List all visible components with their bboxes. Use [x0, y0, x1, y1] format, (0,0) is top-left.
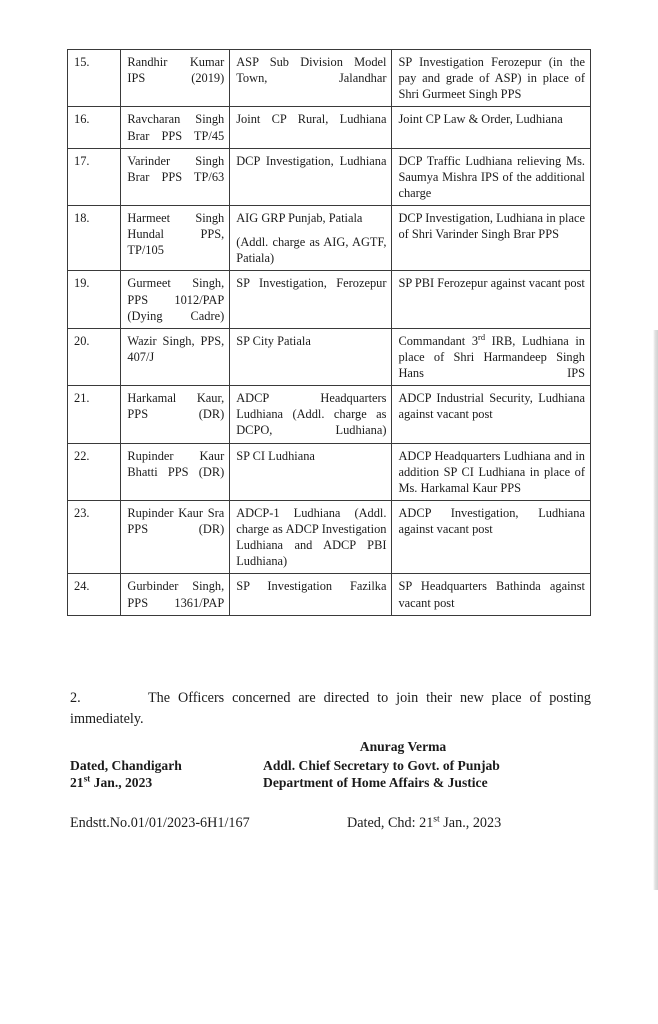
paragraph-number: 2.: [70, 690, 81, 706]
paragraph-spacer: [236, 226, 386, 234]
cell-new-posting: ADCP Headquarters Ludhiana and in addition SP CI Ludhiana in place of Ms. Harkamal Kaur PPS: [392, 443, 591, 500]
cell-officer-name: Varinder Singh Brar PPS TP/63: [121, 148, 230, 205]
cell-serial: 21.: [68, 386, 121, 443]
designation-line-1: Addl. Chief Secretary to Govt. of Punjab: [263, 757, 500, 773]
table-row: [68, 500, 591, 574]
ordinal-suffix: rd: [478, 331, 486, 342]
cell-new-posting: SP PBI Ferozepur against vacant post: [392, 271, 591, 328]
signatory-name: Anurag Verma: [359, 739, 447, 754]
signature-rows: [70, 757, 591, 792]
designation-line-2: Department of Home Affairs & Justice: [263, 775, 488, 791]
cell-present-posting: Joint CP Rural, Ludhiana: [230, 107, 392, 148]
cell-officer-name: Randhir Kumar IPS (2019): [121, 50, 230, 107]
table-row: [68, 271, 591, 328]
endorsement-date: [347, 814, 591, 834]
cell-new-posting: [392, 328, 591, 385]
cell-serial: 23.: [68, 500, 121, 574]
endorsement-date-rest: Jan., 2023: [439, 815, 502, 831]
ordinal-suffix: st: [433, 813, 440, 825]
cell-officer-name: Harkamal Kaur, PPS (DR): [121, 386, 230, 443]
cell-new-posting: DCP Traffic Ludhiana relieving Ms. Saumya Mishra IPS of the additional charge: [392, 148, 591, 205]
cell-present-posting: DCP Investigation, Ludhiana: [230, 148, 392, 205]
new-posting-rest: IRB, Ludhiana in place of Shri Harmandeep Singh Hans IPS: [398, 333, 585, 380]
endorsement-date-prefix: Dated, Chd: 21: [347, 815, 434, 831]
cell-officer-name: Gurmeet Singh, PPS 1012/PAP (Dying Cadre): [121, 271, 230, 328]
present-posting-main: AIG GRP Punjab, Patiala: [236, 211, 363, 225]
cell-new-posting: DCP Investigation, Ludhiana in place of Shri Varinder Singh Brar PPS: [392, 206, 591, 271]
cell-new-posting: SP Headquarters Bathinda against vacant post: [392, 574, 591, 615]
table-row: [68, 107, 591, 148]
cell-present-posting: ADCP Headquarters Ludhiana (Addl. charge as DCPO, Ludhiana): [230, 386, 392, 443]
cell-serial: 15.: [68, 50, 121, 107]
table-row: [68, 50, 591, 107]
table-row: [68, 574, 591, 615]
table-row: [68, 386, 591, 443]
cell-present-posting: ADCP-1 Ludhiana (Addl. charge as ADCP Investigation Ludhiana and ADCP PBI Ludhiana): [230, 500, 392, 574]
paragraph-2: [70, 688, 591, 729]
cell-serial: 24.: [68, 574, 121, 615]
cell-present-posting: SP CI Ludhiana: [230, 443, 392, 500]
dateline-rest: Jan., 2023: [90, 775, 153, 791]
table-row: [68, 206, 591, 271]
cell-present-posting: SP Investigation, Ferozepur: [230, 271, 392, 328]
cell-officer-name: Rupinder Kaur Bhatti PPS (DR): [121, 443, 230, 500]
ordinal-suffix: st: [83, 773, 91, 784]
cell-officer-name: Wazir Singh, PPS, 407/J: [121, 328, 230, 385]
cell-present-posting: SP Investigation Fazilka: [230, 574, 392, 615]
scan-edge-artifact: [653, 330, 658, 890]
cell-present-posting: SP City Patiala: [230, 328, 392, 385]
cell-new-posting: SP Investigation Ferozepur (in the pay and grade of ASP) in place of Shri Gurmeet Singh PPS: [392, 50, 591, 107]
new-posting-prefix: Commandant 3: [398, 333, 479, 348]
cell-new-posting: ADCP Investigation, Ludhiana against vacant post: [392, 500, 591, 574]
signature-block: [70, 738, 591, 792]
endorsement-number: Endstt.No.01/01/2023-6H1/167: [70, 815, 250, 831]
signatory-designation: [263, 757, 591, 792]
cell-serial: 20.: [68, 328, 121, 385]
officer-posting-table: [67, 49, 591, 616]
cell-officer-name: Rupinder Kaur Sra PPS (DR): [121, 500, 230, 574]
dateline-place: Dated, Chandigarh: [70, 757, 182, 773]
dateline: [70, 757, 263, 792]
cell-serial: 16.: [68, 107, 121, 148]
cell-serial: 18.: [68, 206, 121, 271]
dateline-date: [70, 774, 263, 792]
cell-new-posting: Joint CP Law & Order, Ludhiana: [392, 107, 591, 148]
table-row: [68, 148, 591, 205]
table-row: [68, 328, 591, 385]
cell-serial: 17.: [68, 148, 121, 205]
cell-officer-name: Ravcharan Singh Brar PPS TP/45: [121, 107, 230, 148]
paragraph-text: The Officers concerned are directed to join their new place of posting immediately.: [70, 690, 591, 727]
dateline-day: 21: [70, 775, 84, 791]
cell-officer-name: Harmeet Singh Hundal PPS, TP/105: [121, 206, 230, 271]
endorsement-line: [70, 814, 591, 834]
cell-new-posting: ADCP Industrial Security, Ludhiana against vacant post: [392, 386, 591, 443]
present-posting-note: (Addl. charge as AIG, AGTF, Patiala): [236, 235, 387, 266]
cell-officer-name: Gurbinder Singh, PPS 1361/PAP: [121, 574, 230, 615]
table-row: [68, 443, 591, 500]
cell-serial: 19.: [68, 271, 121, 328]
cell-present-posting: ASP Sub Division Model Town, Jalandhar: [230, 50, 392, 107]
cell-present-posting: [230, 206, 392, 271]
cell-serial: 22.: [68, 443, 121, 500]
